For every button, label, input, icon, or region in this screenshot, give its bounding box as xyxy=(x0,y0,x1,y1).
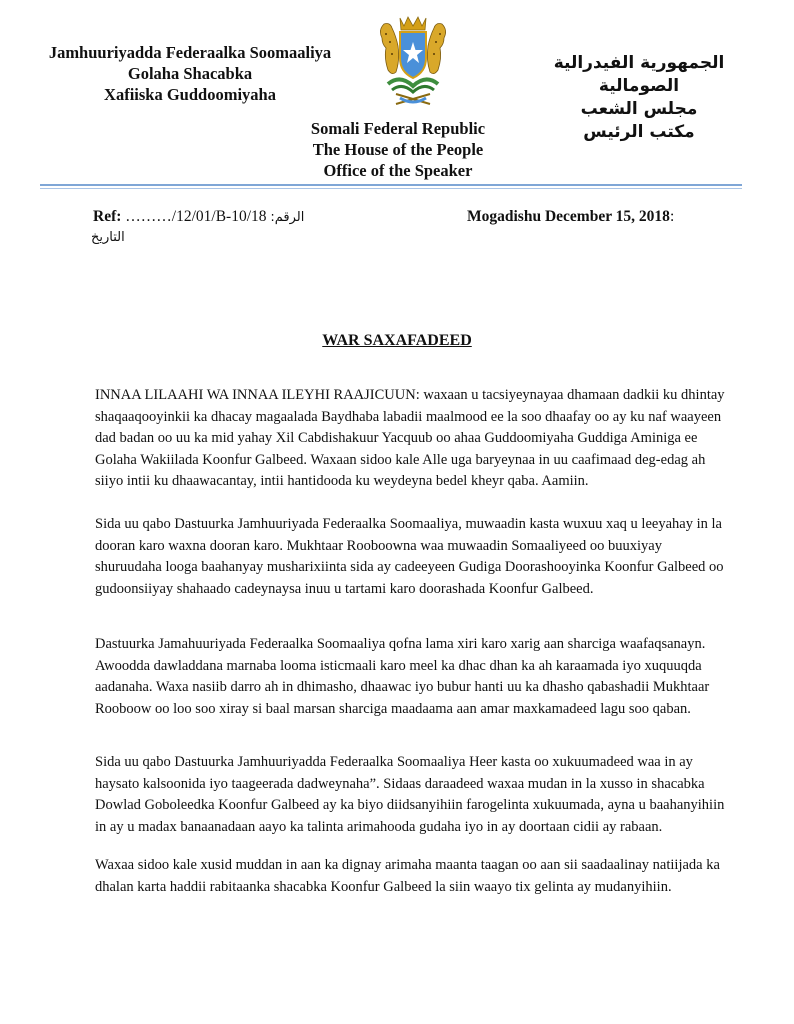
document-title: WAR SAXAFADEED xyxy=(322,332,472,349)
document-date xyxy=(467,208,674,226)
ref-number: ………/12/01/B-10/18 xyxy=(125,208,267,225)
header-arabic-line-1: الجمهورية الفيدرالية الصومالية xyxy=(553,53,725,96)
paragraph-1: INNAA LILAAHI WA INNAA ILEYHI RAAJICUUN: waxaan u tacsiyeynayaa dhamaan dadkii ku dhintay shaqaaqooyinkii ka dhacay magaalada Baydhaba labadii maalmood ee la soo dhaafay oo ay ku naf waayeen dad badan oo uu ka mid yahay Xil Cabdishakuur Yacquub oo ahaa Guddoomiyaha Guddiga Aminiga ee Golaha Wakiilada Koonfur Galbeed. Waxaan sidoo kale Alle uga baryeynaa in uu caafimaad deg-edag ah siiyo intii ku dhaawacantay, intii hantidooda ku weydeyna bedel kheyr qaba. Aamiin. xyxy=(95,387,725,489)
header-english xyxy=(230,118,566,181)
reference-line xyxy=(93,208,304,226)
date-suffix: : xyxy=(669,208,675,225)
date-text: Mogadishu December 15, 2018 xyxy=(467,208,670,225)
header-somali-line-2: Golaha Shacabka xyxy=(127,64,253,83)
ref-label: Ref: xyxy=(93,208,122,225)
header-somali-line-1: Jamhuuriyadda Federaalka Soomaaliya xyxy=(48,43,332,62)
ref-arabic-label: الرقم: xyxy=(270,210,305,225)
header-divider xyxy=(40,184,742,186)
paragraph-5: Waxaa sidoo kale xusid muddan in aan ka dignay arimaha maanta taagan oo aan sii saadaalinay natiijada ka dhalan karta haddii rabitaanka shacabka Koonfur Galbeed la siin waayo tix gelinta ay mudanyihiin. xyxy=(95,857,720,895)
paragraph-4: Sida uu qabo Dastuurka Jamhuuriyadda Federaalka Soomaaliya Heer kasta oo xukuumadeed waa in ay haysato kalsoonida iyo taageerada dadweynaha”. Sidaas daraadeed waxaa mudan in la xusso in shacabka Dowlad Goboleedka Koonfur Galbeed ay ka biyo diidsanyihiin farogelinta xukuumada, ayna u baahanyihiin in ay u madax banaanadaan aayo ka talinta arimahooda gudaha iyo in ay doortaan cidii ay rabaan. xyxy=(95,754,725,835)
header-english-line-1: Somali Federal Republic xyxy=(310,119,486,138)
paragraph-2: Sida uu qabo Dastuurka Jamhuuriyada Federaalka Soomaaliya, muwaadin kasta wuxuu xaq u leeyahay in la dooran karo waxna dooran karo. Mukhtaar Rooboowna waa muwaadin Somaaliyeed oo buuxiyay shuruudaha looga baahanyay musharixiinta sida ay cadeeyeen Gudiga Doorashooyinka Koonfur Galbeed oo gudoonsiiyay shahaado cadeynaysa inuu u tartami karo doorashada Koonfur Galbeed. xyxy=(95,516,724,597)
header-somali-line-3: Xafiiska Guddoomiyaha xyxy=(104,85,276,104)
paragraph-3: Dastuurka Jamahuuriyada Federaalka Soomaaliya qofna lama xiri karo xarig aan sharciga waafaqsanayn. Awoodda dawladdana marnaba looma isticmaali karo meel ka dhac dhan ka ah karaamada iyo xuquuqda aadanaha. Waxa nasiib darro ah in dhimasho, dhaawac iyo bubur hanti uu ka dhasho qabashadii Mukhtaar Rooboow oo loo soo xiray si baal marsan sharciga maadaama aan amar maxkamadeed lagu soo qaban. xyxy=(95,636,710,717)
header-somali xyxy=(40,42,340,105)
header-divider-secondary xyxy=(40,188,742,189)
header-arabic-line-2: مجلس الشعب xyxy=(580,99,698,119)
header-english-line-3: Office of the Speaker xyxy=(323,161,473,180)
header-arabic-line-3: مكتب الرئيس xyxy=(583,122,695,142)
date-arabic-label: التاريخ xyxy=(91,230,125,245)
somali-coat-of-arms-icon xyxy=(370,12,456,108)
header-english-line-2: The House of the People xyxy=(312,140,484,159)
